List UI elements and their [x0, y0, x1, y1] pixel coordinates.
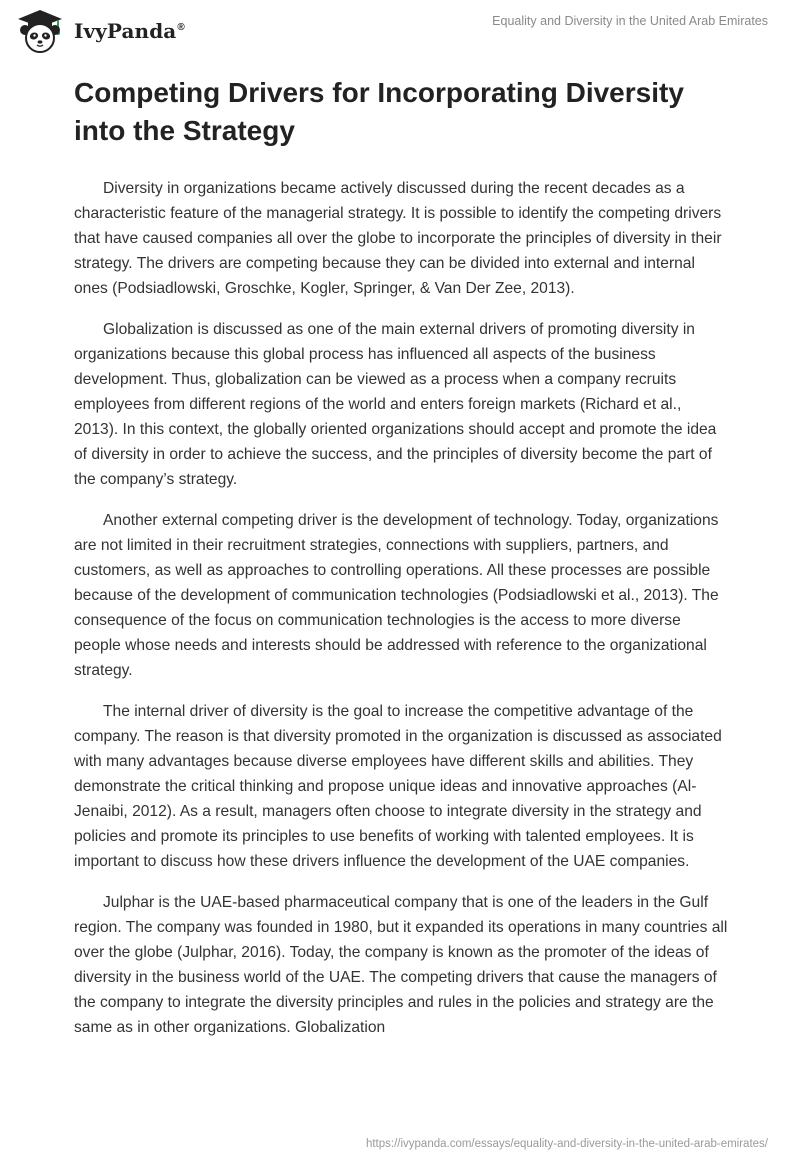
paragraph: Julphar is the UAE-based pharmaceutical company that is one of the leaders in the Gulf region. The company was founded in 1980, but it expanded its operations in many countries all over the globe (Julphar, 2016). Today, the company is known as the promoter of the ideas of diversity in the business world of the UAE. The competing drivers that cause the managers of the company to integrate the diversity principles and rules in the policies and strategy are the same as in other organizations. Globalization — [74, 894, 728, 1036]
brand-logo[interactable] — [14, 8, 185, 54]
source-url[interactable]: https://ivypanda.com/essays/equality-and-diversity-in-the-united-arab-emirates/ — [365, 1138, 768, 1150]
page-header — [0, 0, 800, 60]
registered-mark: ® — [177, 22, 185, 34]
paragraph: The internal driver of diversity is the goal to increase the competitive advantage of the company. The reason is that diversity promoted in the organization is discussed as associated with many advantages because diverse employees have different skills and abilities. They demonstrate the critical thinking and propose unique ideas and innovative approaches (Al-Jenaibi, 2012). As a result, managers often choose to integrate diversity in the strategy and policies and promote its principles to use benefits of working with talented employees. It is important to discuss how these drivers influence the development of the UAE companies. — [74, 703, 722, 870]
brand-name-text: IvyPanda — [74, 19, 177, 43]
paragraph: Diversity in organizations became actively discussed during the recent decades as a characteristic feature of the managerial strategy. It is possible to identify the competing drivers that have caused companies all over the globe to incorporate the principles of diversity in their strategy. The drivers are competing because they can be divided into external and internal ones (Podsiadlowski, Groschke, Kogler, Springer, & Van Der Zee, 2013). — [74, 180, 722, 297]
panda-graduate-icon — [14, 8, 66, 54]
brand-name — [74, 19, 185, 43]
paragraph: Globalization is discussed as one of the main external drivers of promoting diversity in organizations because this global process has influenced all aspects of the business development. Thus, globalization can be viewed as a process when a company recruits employees from different regions of the world and enters foreign markets (Richard et al., 2013). In this context, the globally oriented organizations should accept and promote the idea of diversity in order to achieve the success, and the principles of diversity become the part of the company’s strategy. — [74, 321, 717, 488]
section-heading: Competing Drivers for Incorporating Diversity into the Strategy — [74, 77, 684, 146]
paragraph: Another external competing driver is the development of technology. Today, organizations are not limited in their recruitment strategies, connections with suppliers, partners, and customers, as well as approaches to controlling operations. All these processes are possible because of the development of communication technologies (Podsiadlowski et al., 2013). The consequence of the focus on communication technologies is the access to more diverse people whose needs and interests should be addressed with reference to the organizational strategy. — [74, 512, 719, 679]
article-body — [74, 74, 728, 1056]
document-title: Equality and Diversity in the United Arab Emirates — [492, 14, 768, 28]
